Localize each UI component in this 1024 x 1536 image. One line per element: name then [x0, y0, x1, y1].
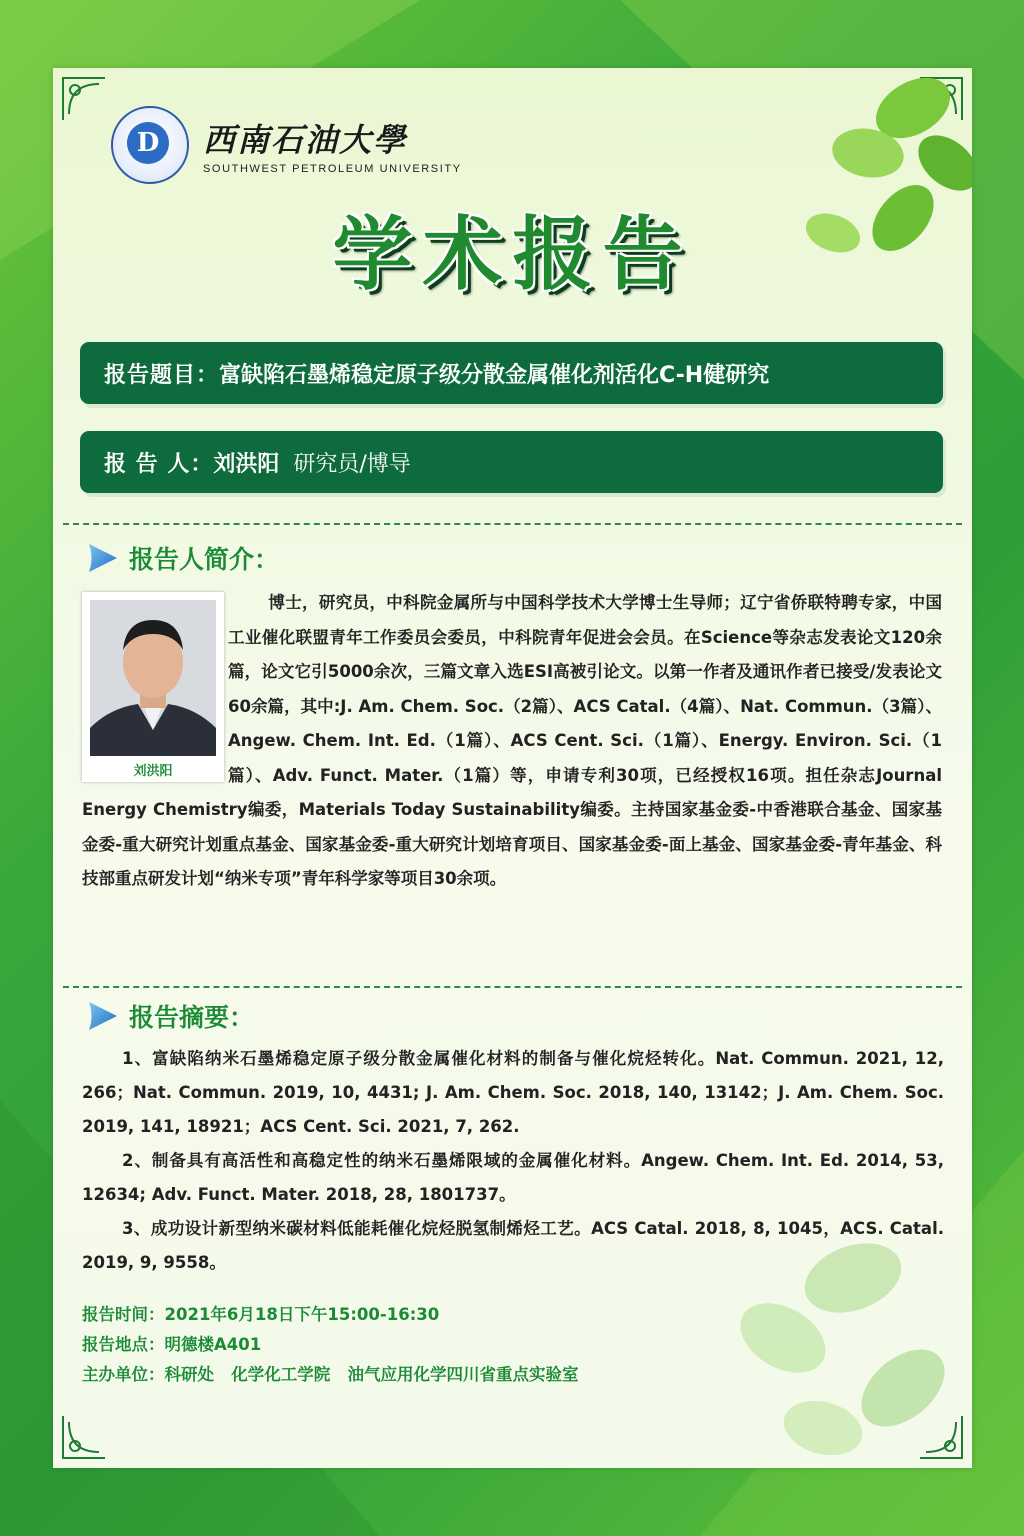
speaker-bar [80, 431, 943, 493]
speaker-photo [82, 592, 224, 782]
abstract-item: 3、成功设计新型纳米碳材料低能耗催化烷烃脱氢制烯烃工艺。ACS Catal. 2018, 8, 1045，ACS. Catal. 2019, 9, 9558。 [82, 1219, 944, 1272]
topic-bar [80, 342, 943, 404]
divider [63, 986, 962, 988]
play-arrow-icon [85, 1000, 121, 1032]
university-logo [111, 106, 462, 184]
event-time-row [82, 1300, 578, 1330]
event-place-label: 报告地点： [82, 1335, 165, 1354]
corner-ornament-icon [59, 74, 109, 124]
abstract-item: 1、富缺陷纳米石墨烯稳定原子级分散金属催化材料的制备与催化烷烃转化。Nat. Commun. 2021, 12, 266；Nat. Commun. 2019, 10, 4431; J. Am. Chem. Soc. 2018, 140, 13142；J. Am. Chem. Soc. 2019, 141, 18921；ACS Cent. Sci. 2021, 7, 262. [82, 1049, 944, 1136]
abstract-heading-text: 报告摘要： [129, 1003, 255, 1032]
event-place-row [82, 1330, 578, 1360]
bio-text: 博士，研究员，中科院金属所与中国科学技术大学博士生导师；辽宁省侨联特聘专家，中国工业催化联盟青年工作委员会委员，中科院青年促进会会员。在Science等杂志发表论文120余篇，论文它引5000余次，三篇文章入选ESI高被引论文。以第一作者及通讯作者已接受/发表论文60余篇，其中:J. Am. Chem. Soc.（2篇）、ACS Catal.（4篇）、Nat. Commun.（3篇）、Angew. Chem. Int. Ed.（1篇）、ACS Cent. Sci.（1篇）、Energy. Environ. Sci.（1篇）、Adv. Funct. Mater.（1篇）等，申请专利30项，已经授权16项。担任杂志Journal Energy Chemistry编委，Materials Today Sustainability编委。主持国家基金委-中香港联合基金、国家基金委-重大研究计划重点基金、国家基金委-重大研究计划培育项目、国家基金委-面上基金、国家基金委-青年基金、科技部重点研发计划“纳米专项”青年科学家等项目30余项。 [82, 593, 942, 888]
abstract-item: 2、制备具有高活性和高稳定性的纳米石墨烯限域的金属催化材料。Angew. Chem. Int. Ed. 2014, 53, 12634; Adv. Funct. Mater. 2018, 28, 1801737。 [82, 1151, 944, 1204]
poster-panel [53, 68, 972, 1468]
bio-heading-text: 报告人简介： [129, 545, 280, 574]
speaker-position: 研究员/博导 [293, 451, 411, 477]
corner-ornament-icon [59, 1412, 109, 1462]
event-info [82, 1300, 578, 1390]
event-host-row [82, 1360, 578, 1390]
speaker-name: 刘洪阳 [213, 451, 280, 477]
abstract-text-block [82, 1042, 944, 1280]
speaker-portrait [90, 600, 216, 756]
university-seal-icon: D [111, 106, 189, 184]
speaker-label: 报 告 人： [104, 451, 214, 477]
bio-heading [85, 540, 279, 576]
event-place: 明德楼A401 [164, 1335, 262, 1354]
event-time-label: 报告时间： [82, 1305, 165, 1324]
page-title: 学术报告 [332, 208, 693, 301]
event-time: 2021年6月18日下午15:00-16:30 [164, 1305, 440, 1324]
topic-label: 报告题目： [104, 362, 220, 388]
event-host: 科研处 化学化工学院 油气应用化学四川省重点实验室 [164, 1365, 579, 1384]
university-name-cn: 西南石油大學 [203, 121, 408, 159]
play-arrow-icon [85, 542, 121, 574]
topic-value: 富缺陷石墨烯稳定原子级分散金属催化剂活化C-H健研究 [219, 362, 770, 388]
divider [63, 523, 962, 525]
photo-caption: 刘洪阳 [133, 764, 173, 779]
event-host-label: 主办单位： [82, 1365, 165, 1384]
university-name-en: SOUTHWEST PETROLEUM UNIVERSITY [203, 163, 462, 175]
abstract-heading [85, 998, 254, 1034]
